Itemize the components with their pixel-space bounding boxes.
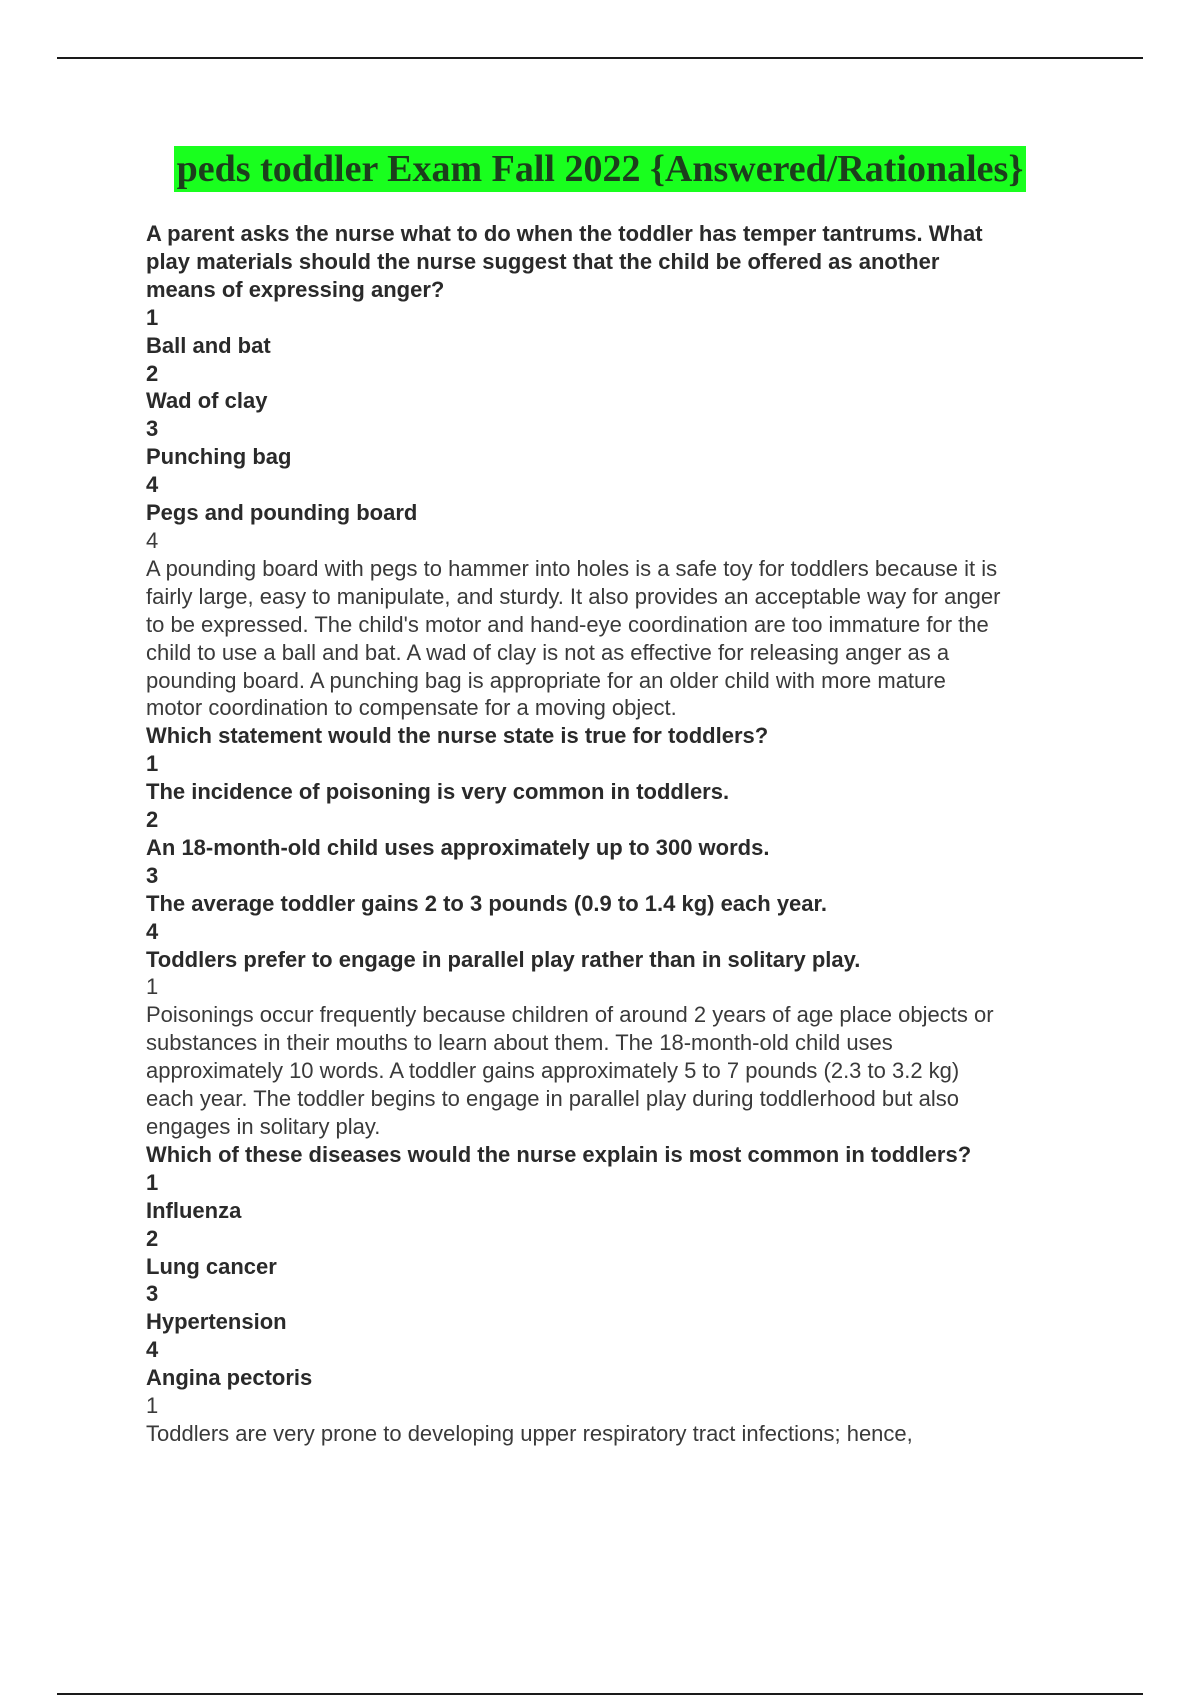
option-number: 2 bbox=[146, 1225, 159, 1251]
rationale-line: child to use a ball and bat. A wad of clay is not as effective for releasing anger as a bbox=[146, 639, 950, 665]
rationale-line: each year. The toddler begins to engage in parallel play during toddlerhood but also bbox=[146, 1086, 959, 1112]
option-text: Hypertension bbox=[146, 1309, 287, 1335]
option-number: 1 bbox=[146, 751, 159, 777]
rationale-line: substances in their mouths to learn about them. The 18-month-old child uses bbox=[146, 1030, 893, 1056]
rationale-line: Poisonings occur frequently because children of around 2 years of age place objects or bbox=[146, 1002, 994, 1028]
option-number: 3 bbox=[146, 416, 159, 442]
header-rule bbox=[57, 57, 1143, 59]
option-text: Toddlers prefer to engage in parallel play rather than in solitary play. bbox=[146, 946, 861, 972]
option-number: 2 bbox=[146, 807, 159, 833]
rationale-line: motor coordination to compensate for a moving object. bbox=[146, 695, 677, 721]
option-text: Wad of clay bbox=[146, 388, 268, 414]
option-text: Angina pectoris bbox=[146, 1365, 313, 1391]
question-text-line: A parent asks the nurse what to do when the toddler has temper tantrums. What bbox=[146, 221, 983, 246]
title-container bbox=[0, 146, 1200, 192]
rationale-line: pounding board. A punching bag is appropriate for an older child with more mature bbox=[146, 667, 946, 693]
option-text: The incidence of poisoning is very common in toddlers. bbox=[146, 779, 730, 805]
option-text: An 18-month-old child uses approximately up to 300 words. bbox=[146, 834, 770, 860]
option-number: 3 bbox=[146, 1281, 159, 1307]
question-text-line: Which statement would the nurse state is true for toddlers? bbox=[146, 723, 769, 749]
rationale-line: fairly large, easy to manipulate, and sturdy. It also provides an acceptable way for anger bbox=[146, 583, 1001, 609]
option-text: Lung cancer bbox=[146, 1253, 277, 1279]
option-text: The average toddler gains 2 to 3 pounds (0.9 to 1.4 kg) each year. bbox=[146, 890, 827, 916]
question-text-line: means of expressing anger? bbox=[146, 276, 445, 302]
option-text: Punching bag bbox=[146, 444, 292, 470]
answer-key: 4 bbox=[146, 527, 159, 553]
option-text: Ball and bat bbox=[146, 332, 271, 358]
question-block-2 bbox=[146, 722, 1096, 1141]
footer-rule bbox=[57, 1693, 1143, 1695]
document-title: peds toddler Exam Fall 2022 {Answered/Rationales} bbox=[174, 146, 1027, 192]
rationale bbox=[146, 1001, 1096, 1141]
option-number: 3 bbox=[146, 862, 159, 888]
question-text-line: Which of these diseases would the nurse explain is most common in toddlers? bbox=[146, 1141, 972, 1167]
rationale-line: Toddlers are very prone to developing upper respiratory tract infections; hence, bbox=[146, 1420, 913, 1446]
option-number: 1 bbox=[146, 1169, 159, 1195]
option-number: 2 bbox=[146, 360, 159, 386]
document-body bbox=[146, 220, 1096, 1448]
option-number: 4 bbox=[146, 918, 159, 944]
option-number: 4 bbox=[146, 1337, 159, 1363]
option-number: 4 bbox=[146, 472, 159, 498]
option-text: Influenza bbox=[146, 1197, 242, 1223]
option-text: Pegs and pounding board bbox=[146, 500, 418, 526]
answer-key: 1 bbox=[146, 974, 159, 1000]
option-number: 1 bbox=[146, 304, 159, 330]
rationale bbox=[146, 1420, 1096, 1448]
rationale bbox=[146, 555, 1096, 722]
question-text-line: play materials should the nurse suggest that the child be offered as another bbox=[146, 248, 940, 274]
question-block-1 bbox=[146, 220, 1096, 722]
rationale-line: A pounding board with pegs to hammer into holes is a safe toy for toddlers because it is bbox=[146, 555, 998, 581]
rationale-line: approximately 10 words. A toddler gains approximately 5 to 7 pounds (2.3 to 3.2 kg) bbox=[146, 1058, 960, 1084]
question-block-3 bbox=[146, 1141, 1096, 1448]
rationale-line: engages in solitary play. bbox=[146, 1114, 381, 1139]
rationale-line: to be expressed. The child's motor and hand-eye coordination are too immature for the bbox=[146, 611, 989, 637]
answer-key: 1 bbox=[146, 1393, 159, 1419]
